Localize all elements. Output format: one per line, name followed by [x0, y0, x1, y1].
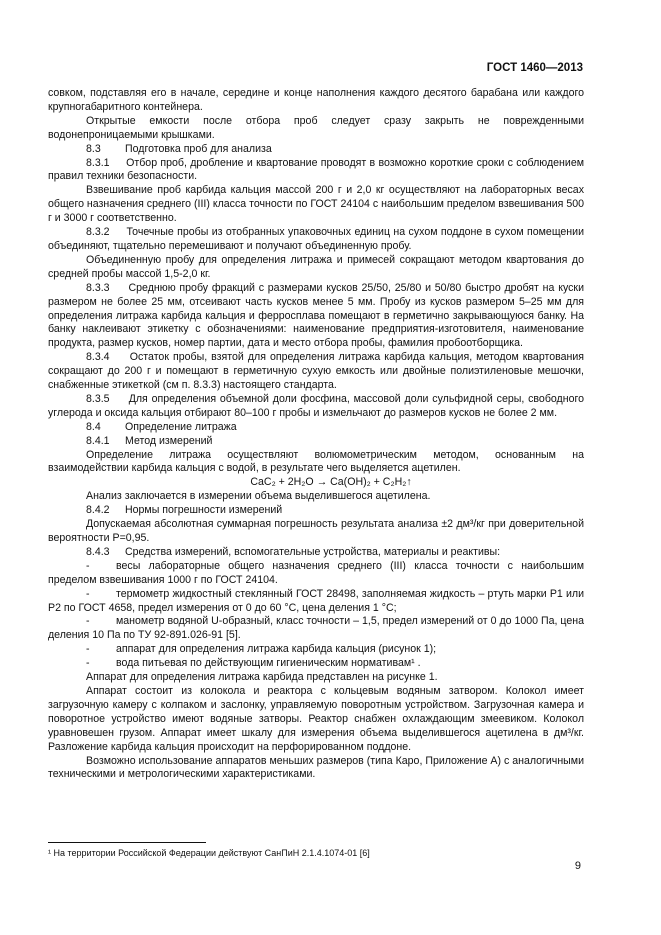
- list-item-text: аппарат для определения литража карбида кальция (рисунок 1);: [116, 643, 437, 656]
- dash-marker: -: [86, 615, 90, 628]
- list-item: [48, 560, 584, 588]
- paragraph: Определение литража осуществляют волюмометрическим методом, основанным на взаимодействии карбида кальция с водой, в результате чего выделяется ацетилен.: [48, 448, 584, 475]
- section-text: Остаток пробы, взятой для определения литража карбида кальция, методом квартования сокращают до 200 г и помещают в герметичную сухую емкость или двойные полиэтиленовые мешочки, снабженные этикеткой (см п. 8.3.3) настоящего стандарта.: [48, 351, 585, 392]
- section-text: Отбор проб, дробление и квартование проводят в возможно короткие сроки с соблюдением правил техники безопасности.: [48, 156, 584, 183]
- section-text: Среднюю пробу фракций с размерами кусков 25/50, 25/80 и 50/80 быстро дробят на куски размером не более 25 мм, отсеивают часть кусков менее 5 мм. Пробу из кусков размером 5–25 мм для определения литража карбида кальция и ферросплава помещают в герметично закрывающуюся банку. На банку наклеивают этикетку с обозначениями: наименование предприятия-изготовителя, наименование продукта, размер кусков, номер партии, дата и место отбора пробы, фамилия пробоотборщика.: [48, 281, 584, 350]
- list-item: [48, 588, 584, 616]
- section-number: 8.4.2: [86, 504, 110, 517]
- paragraph: Аппарат для определения литража карбида представлен на рисунке 1.: [86, 671, 438, 684]
- document-body: [48, 87, 584, 782]
- section-number: 8.3.4: [86, 351, 110, 364]
- section-number: 8.3.3: [86, 281, 110, 294]
- section-heading: [48, 421, 584, 435]
- section-paragraph: [48, 282, 584, 352]
- section-paragraph: [48, 226, 584, 254]
- standard-header: ГОСТ 1460—2013: [486, 62, 583, 74]
- section-number: 8.3.5: [86, 392, 110, 405]
- page-number: 9: [574, 860, 581, 872]
- section-heading: [48, 546, 584, 560]
- list-item: [48, 643, 584, 657]
- dash-marker: -: [86, 643, 90, 656]
- section-title: Подготовка проб для анализа: [125, 142, 272, 155]
- section-paragraph: [48, 351, 584, 393]
- section-paragraph: [48, 393, 584, 421]
- section-text: Для определения объемной доли фосфина, массовой доли сульфидной серы, свободного углерода и оксида кальция отбирают 80–100 г пробы и измельчают до размеров кусков не более 2 мм.: [48, 392, 584, 419]
- section-title: Метод измерений: [125, 434, 213, 447]
- section-paragraph: [48, 157, 584, 185]
- paragraph: Возможно использование аппаратов меньших размеров (типа Каро, Приложение А) с аналогичными техническими и метрологическими характеристиками.: [48, 754, 584, 781]
- section-number: 8.4.3: [86, 545, 110, 558]
- paragraph: Открытые емкости после отбора проб следует сразу закрыть не поврежденными водонепроницаемыми крышками.: [48, 114, 584, 141]
- footnote: ¹ На территории Российской Федерации действуют СанПиН 2.1.4.1074-01 [6]: [48, 848, 370, 858]
- section-title: Нормы погрешности измерений: [125, 504, 283, 517]
- paragraph: Аппарат состоит из колокола и реактора с кольцевым водяным затвором. Колокол имеет загрузочную камеру с колпаком и заслонку, управляемую поворотным устройством. Загрузочная камера и поворотное устройство имеют водяные затворы. Реактор снабжен охлаждающим змеевиком. Колокол уравновешен грузом. Аппарат имеет шкалу для измерения объема выделившегося ацетилена в дм³/кг. Разложение карбида кальция происходит на перфорированном поддоне.: [48, 684, 584, 753]
- section-title: Определение литража: [125, 420, 237, 433]
- section-title: Средства измерений, вспомогательные устройства, материалы и реактивы:: [125, 545, 501, 558]
- list-item-text: вода питьевая по действующим гигиеническим нормативам¹ .: [116, 657, 421, 670]
- section-heading: [48, 143, 584, 157]
- chemical-equation: CaC₂ + 2H₂O → Ca(OH)₂ + C₂H₂↑: [250, 476, 412, 489]
- section-heading: [48, 435, 584, 449]
- paragraph: совком, подставляя его в начале, середине и конце наполнения каждого десятого барабана или каждого крупногабаритного контейнера.: [48, 87, 584, 113]
- section-number: 8.3.1: [86, 156, 110, 169]
- paragraph: Взвешивание проб карбида кальция массой 200 г и 2,0 кг осуществляют на лабораторных весах общего назначения среднего (III) класса точности по ГОСТ 24104 с наибольшим пределом взвешивания 500 г и 3000 г соответственно.: [48, 184, 584, 225]
- list-item-text: весы лабораторные общего назначения среднего (III) класса точности с наибольшим пределом взвешивания 1000 г по ГОСТ 24104.: [48, 559, 584, 586]
- list-item: [48, 615, 584, 643]
- section-number: 8.3.2: [86, 226, 110, 239]
- section-number: 8.4.1: [86, 434, 110, 447]
- list-item: [48, 657, 584, 671]
- paragraph: Объединенную пробу для определения литража и примесей сокращают методом квартования до средней пробы массой 1,5-2,0 кг.: [48, 253, 584, 280]
- list-item-text: термометр жидкостный стеклянный ГОСТ 28498, заполняемая жидкость – ртуть марки Р1 или Р2 по ГОСТ 4658, предел измерения от 0 до 60 °С, цена деления 1 °С;: [48, 587, 584, 614]
- section-heading: [48, 504, 584, 518]
- dash-marker: -: [86, 657, 90, 670]
- paragraph: Анализ заключается в измерении объема выделившегося ацетилена.: [86, 490, 431, 503]
- list-item-text: манометр водяной U-образный, класс точности – 1,5, предел измерений от 0 до 1000 Па, цена деления 10 Па по ТУ 92-891.026-91 [5].: [48, 615, 584, 642]
- dash-marker: -: [86, 587, 90, 600]
- dash-marker: -: [86, 559, 90, 572]
- section-number: 8.3: [86, 142, 101, 155]
- section-text: Точечные пробы из отобранных упаковочных единиц на сухом поддоне в сухом помещении объединяют, тщательно перемешивают и получают объединенную пробу.: [48, 226, 584, 252]
- footnote-divider: [48, 842, 206, 843]
- section-number: 8.4: [86, 420, 101, 433]
- paragraph: Допускаемая абсолютная суммарная погрешность результата анализа ±2 дм³/кг при доверительной вероятности Р=0,95.: [48, 518, 584, 544]
